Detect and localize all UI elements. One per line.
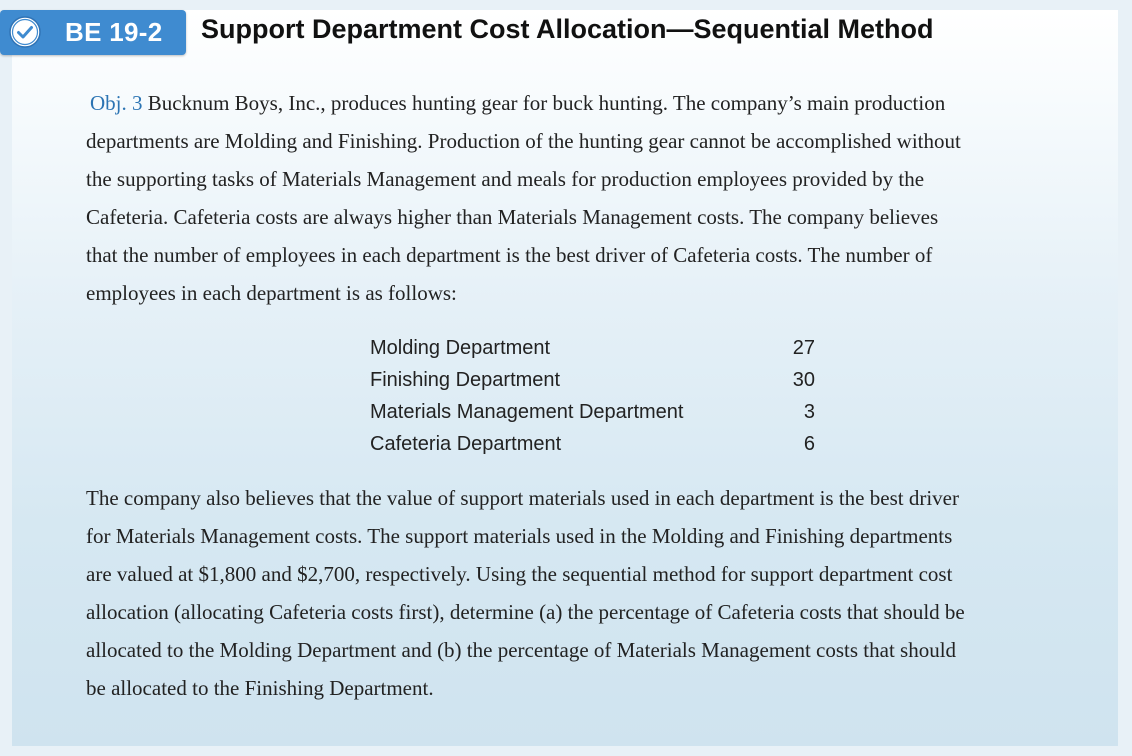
table-row — [370, 428, 815, 460]
employee-count-table — [370, 332, 815, 460]
paragraph-line: Cafeteria. Cafeteria costs are always higher than Materials Management costs. The company believes — [86, 205, 939, 229]
paragraph-line: be allocated to the Finishing Department. — [86, 676, 434, 700]
objective-label: Obj. 3 — [90, 91, 143, 115]
paragraph-line: that the number of employees in each department is the best driver of Cafeteria costs. The number of — [86, 243, 933, 267]
paragraph-line: the supporting tasks of Materials Management and meals for production employees provided by the — [86, 167, 925, 191]
employee-count: 6 — [803, 433, 815, 455]
paragraph-line: for Materials Management costs. The support materials used in the Molding and Finishing departments — [86, 524, 953, 548]
paragraph-line: allocated to the Molding Department and (b) the percentage of Materials Management costs that should — [86, 638, 957, 662]
paragraph-line: employees in each department is as follows: — [86, 281, 457, 305]
paragraph-line: are valued at $1,800 and $2,700, respectively. Using the sequential method for support department cost — [86, 562, 953, 586]
employee-count: 3 — [803, 401, 815, 423]
department-name: Finishing Department — [370, 369, 561, 391]
table-row — [370, 332, 815, 364]
exercise-number: BE 19-2 — [65, 17, 163, 47]
intro-paragraph — [86, 84, 1096, 312]
question-paragraph — [86, 479, 1096, 707]
check-circle-icon — [8, 15, 42, 49]
department-name: Cafeteria Department — [370, 433, 562, 455]
table-row — [370, 396, 815, 428]
table-row — [370, 364, 815, 396]
employee-count: 27 — [792, 337, 815, 359]
employee-count: 30 — [792, 369, 815, 391]
paragraph-line: allocation (allocating Cafeteria costs first), determine (a) the percentage of Cafeteria costs that should be — [86, 600, 965, 624]
department-name: Materials Management Department — [370, 401, 684, 423]
paragraph-line: departments are Molding and Finishing. Production of the hunting gear cannot be accomplished without — [86, 129, 961, 153]
exercise-title: Support Department Cost Allocation—Sequential Method — [201, 14, 934, 44]
department-name: Molding Department — [370, 337, 551, 359]
exercise-badge — [0, 10, 186, 55]
paragraph-line: The company also believes that the value of support materials used in each department is the best driver — [86, 486, 959, 510]
paragraph-line: Obj. 3 Bucknum Boys, Inc., produces hunting gear for buck hunting. The company’s main production — [86, 84, 1096, 122]
